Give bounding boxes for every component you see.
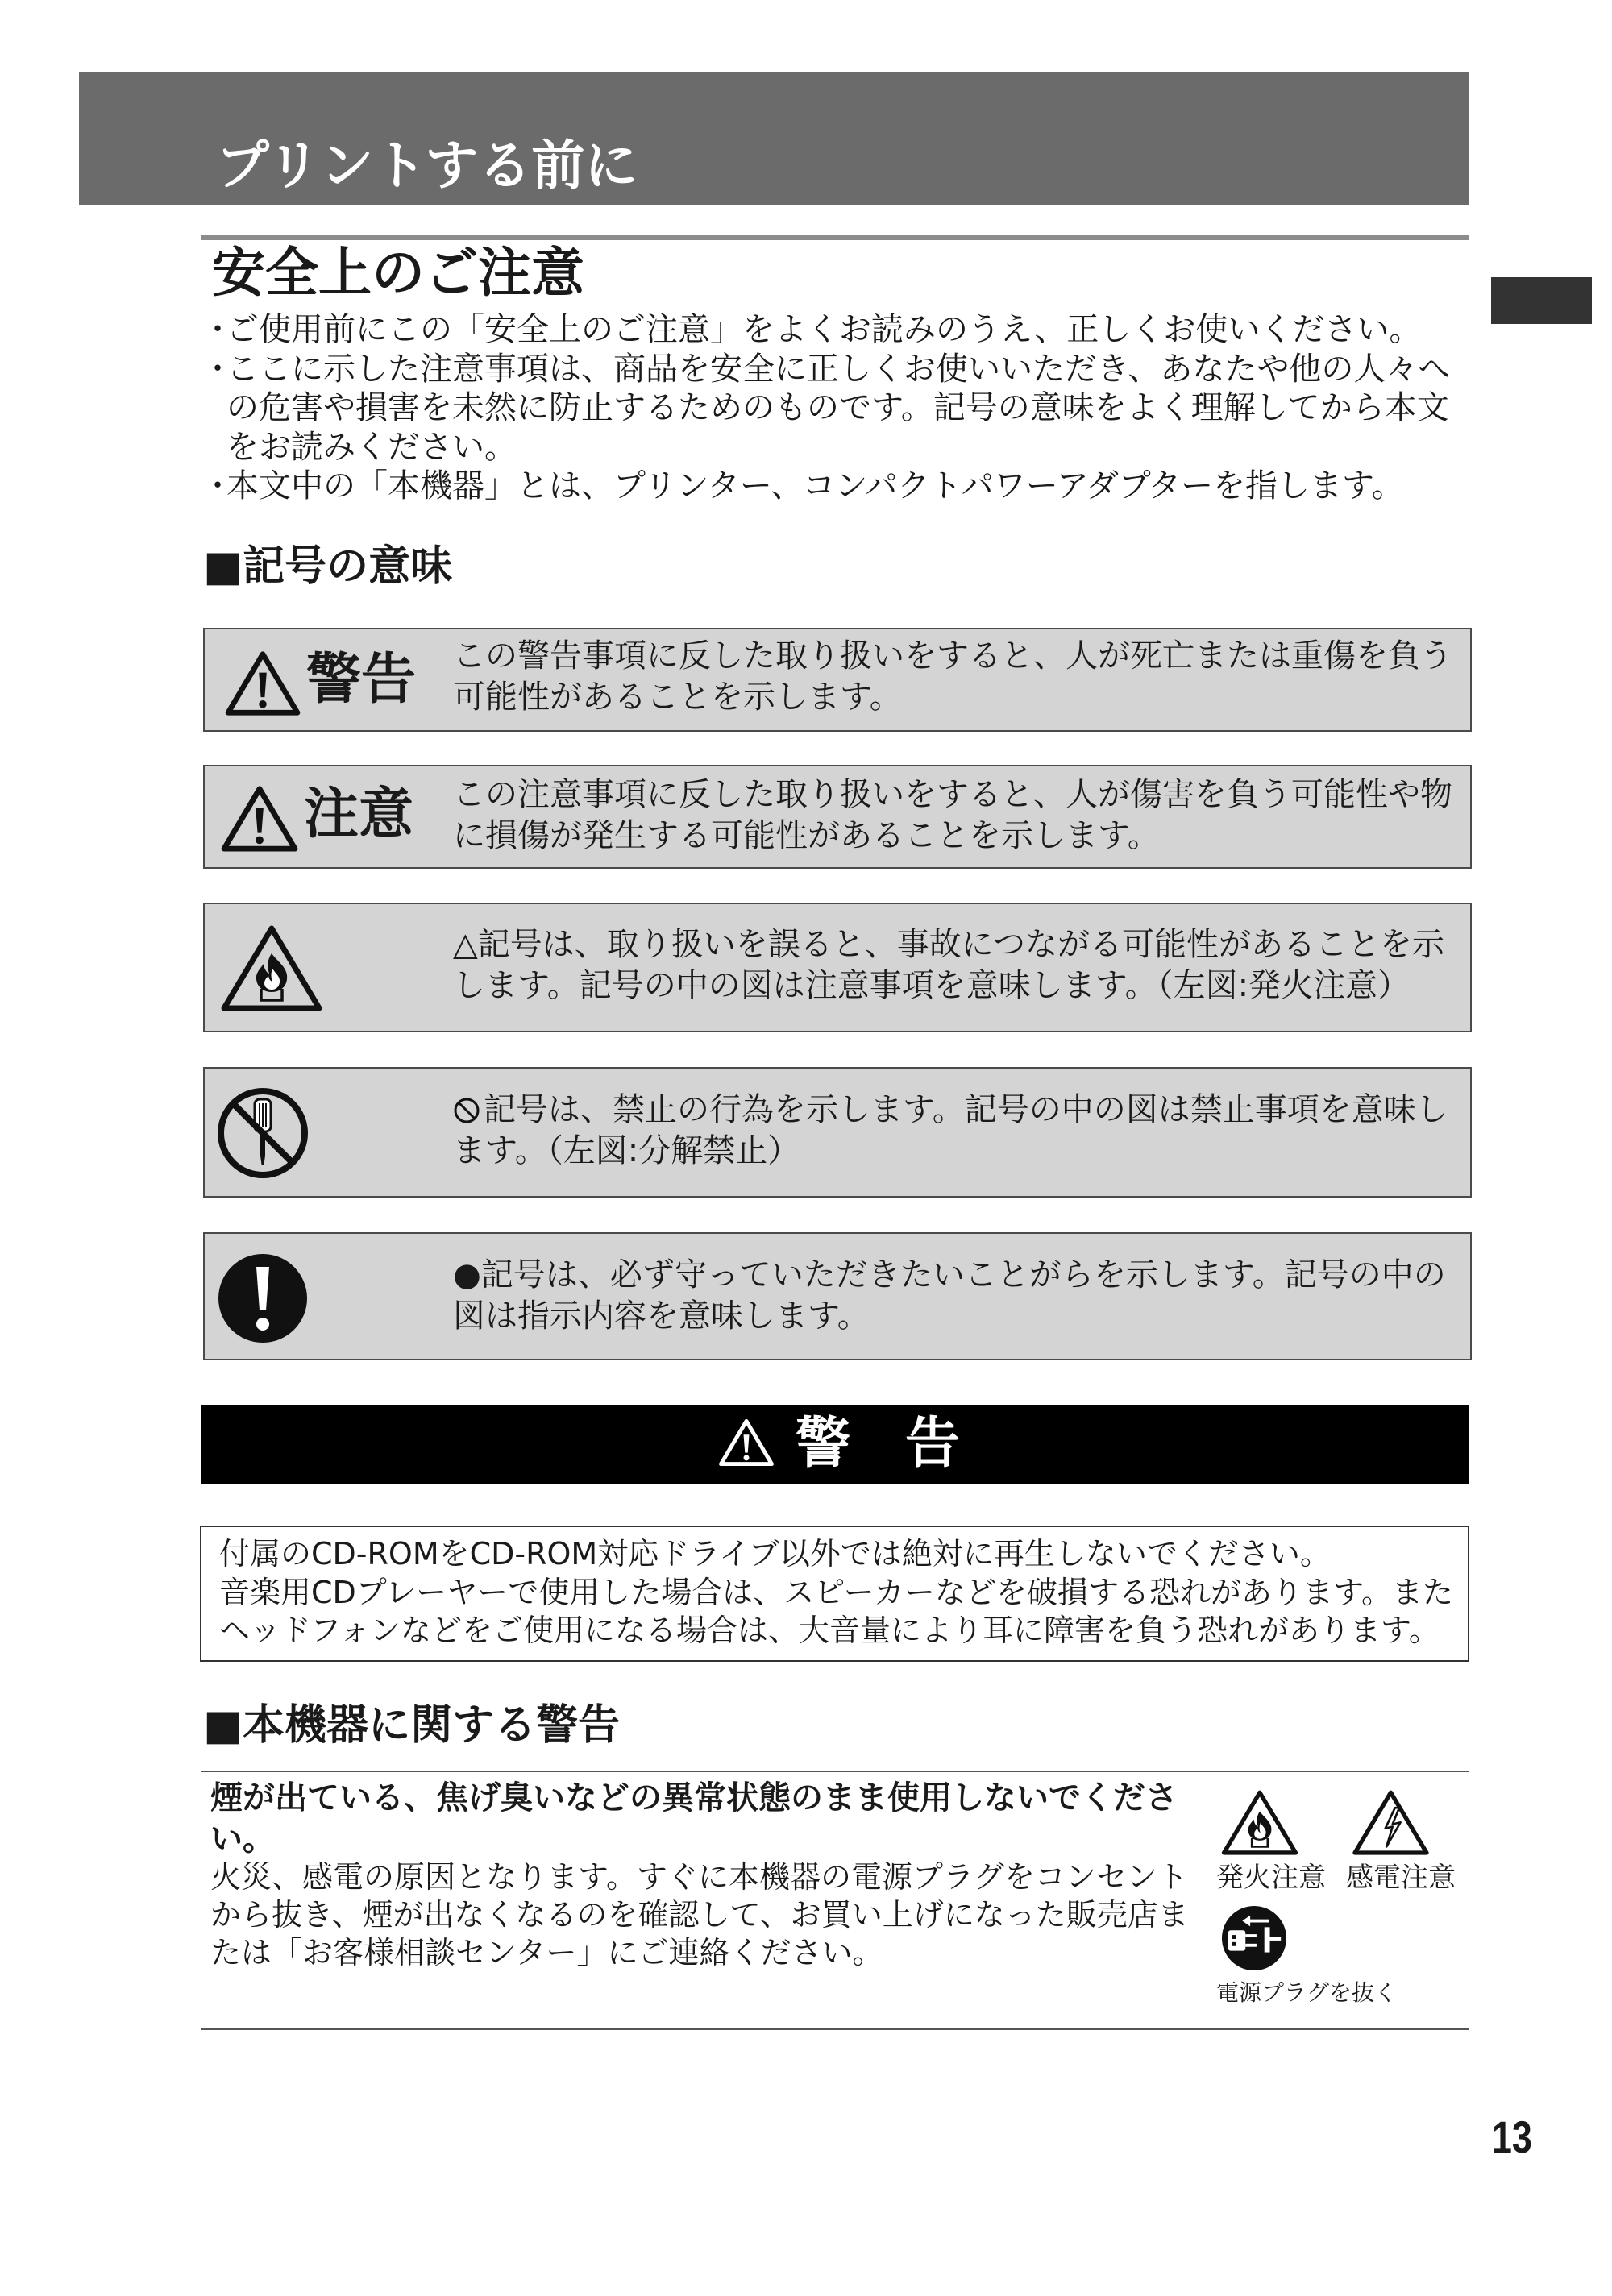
intro-bullet-list (202, 310, 1483, 506)
chapter-header-bar (79, 72, 1469, 205)
symbols-heading: ■記号の意味 (203, 542, 453, 591)
bullet-text (226, 310, 1483, 350)
description-line: に損傷が発生する可能性があることを示します。 (453, 817, 1160, 854)
description-line: この警告事項に反した取り扱いをすると、人が死亡または重傷を負う (453, 637, 1452, 675)
symbol-box-warning (203, 628, 1472, 732)
fire-caution-icon (1220, 1788, 1299, 1858)
section-rule (202, 235, 1469, 240)
divider (202, 1771, 1469, 1772)
description-line: 図は指示内容を意味します。 (453, 1297, 870, 1335)
icon-caption: 感電注意 (1346, 1862, 1456, 1894)
warning-triangle-icon (718, 1417, 775, 1468)
symbol-description (453, 1255, 1465, 1337)
notice-line: ヘッドフォンなどをご使用になる場合は、大音量により耳に障害を負う恐れがあります。 (219, 1613, 1440, 1648)
bullet-text-line: の危害や損害を未然に防止するためのものです。記号の意味をよく理解してから本文 (226, 389, 1449, 426)
chapter-title: プリントする前に (216, 135, 638, 197)
bullet-text (226, 467, 1483, 506)
symbol-description (453, 1090, 1465, 1172)
notice-line: 付属のCD-ROMをCD-ROM対応ドライブ以外では絶対に再生しないでください。 (219, 1536, 1331, 1571)
symbol-box-caution (203, 765, 1472, 869)
notice-line: 音楽用CDプレーヤーで使用した場合は、スピーカーなどを破損する恐れがあります。また (219, 1574, 1453, 1610)
list-item (202, 310, 1483, 350)
bullet-mark: ・ (202, 350, 234, 388)
bullet-text-line: をお読みください。 (226, 428, 517, 466)
warning-item-body (210, 1858, 1207, 1972)
symbol-box-caution-mark (203, 903, 1472, 1032)
divider (202, 2028, 1469, 2030)
symbol-description (453, 774, 1465, 857)
symbol-box-prohibition (203, 1067, 1472, 1198)
symbol-description (453, 924, 1465, 1007)
description-text: 記号は、禁止の行為を示します。記号の中の図は禁止事項を意味し (484, 1091, 1448, 1128)
unplug-power-icon (1219, 1905, 1289, 1971)
bullet-text-line: ご使用前にこの「安全上のご注意」をよくお読みのうえ、正しくお使いください。 (226, 311, 1422, 348)
symbol-label: 注意 (304, 783, 414, 846)
bullet-text-line: 本文中の「本機器」とは、プリンター、コンパクトパワーアダプターを指します。 (226, 467, 1404, 504)
electric-shock-caution-icon (1351, 1788, 1431, 1858)
symbol-description (453, 636, 1465, 718)
fire-caution-icon (219, 923, 324, 1015)
chapter-index-tab (1491, 277, 1592, 324)
icon-caption: 発火注意 (1216, 1862, 1326, 1894)
no-disassembly-icon (216, 1086, 310, 1180)
banner-title: 警 告 (796, 1412, 961, 1476)
device-warning-heading: ■本機器に関する警告 (203, 1701, 621, 1750)
list-item (202, 467, 1483, 506)
page-number: 13 (1492, 2111, 1532, 2162)
description-line: 可能性があることを示します。 (453, 679, 902, 716)
warning-title-line: い。 (210, 1821, 275, 1858)
description-line (453, 1090, 1465, 1131)
mandatory-action-icon (216, 1252, 310, 1344)
symbol-label: 警告 (306, 648, 417, 712)
caution-triangle-icon (219, 784, 300, 853)
description-line: この注意事項に反した取り扱いをすると、人が傷害を負う可能性や物 (453, 776, 1452, 813)
cdrom-notice-box (200, 1526, 1469, 1662)
description-line: ●記号は、必ず守っていただきたいことがらを示します。記号の中の (453, 1256, 1446, 1293)
warning-title-line: 煙が出ている、焦げ臭いなどの異常状態のまま使用しないでくださ (210, 1779, 1178, 1816)
warning-triangle-icon (223, 650, 302, 717)
warning-body-line: 火災、感電の原因となります。すぐに本機器の電源プラグをコンセント (210, 1859, 1188, 1895)
warning-banner (202, 1405, 1469, 1484)
prohibition-symbol-icon (453, 1097, 480, 1124)
notice-text (219, 1535, 1460, 1650)
icon-caption: 電源プラグを抜く (1216, 1979, 1398, 2006)
symbol-box-mandatory (203, 1232, 1472, 1360)
description-line: ます。（左図:分解禁止） (453, 1132, 800, 1169)
description-line: △記号は、取り扱いを誤ると、事故につながる可能性があることを示 (453, 926, 1444, 963)
description-line: します。記号の中の図は注意事項を意味します。（左図:発火注意） (453, 967, 1410, 1004)
list-item (202, 350, 1483, 467)
bullet-text-line: ここに示した注意事項は、商品を安全に正しくお使いいただき、あなたや他の人々へ (226, 350, 1451, 388)
warning-item-title (210, 1778, 1202, 1860)
warning-body-line: たは「お客様相談センター」にご連絡ください。 (210, 1935, 883, 1970)
bullet-mark: ・ (202, 311, 234, 348)
warning-body-line: から抜き、煙が出なくなるのを確認して、お買い上げになった販売店ま (210, 1897, 1189, 1933)
bullet-mark: ・ (202, 467, 234, 504)
bullet-text (226, 350, 1483, 467)
section-title: 安全上のご注意 (212, 242, 584, 304)
